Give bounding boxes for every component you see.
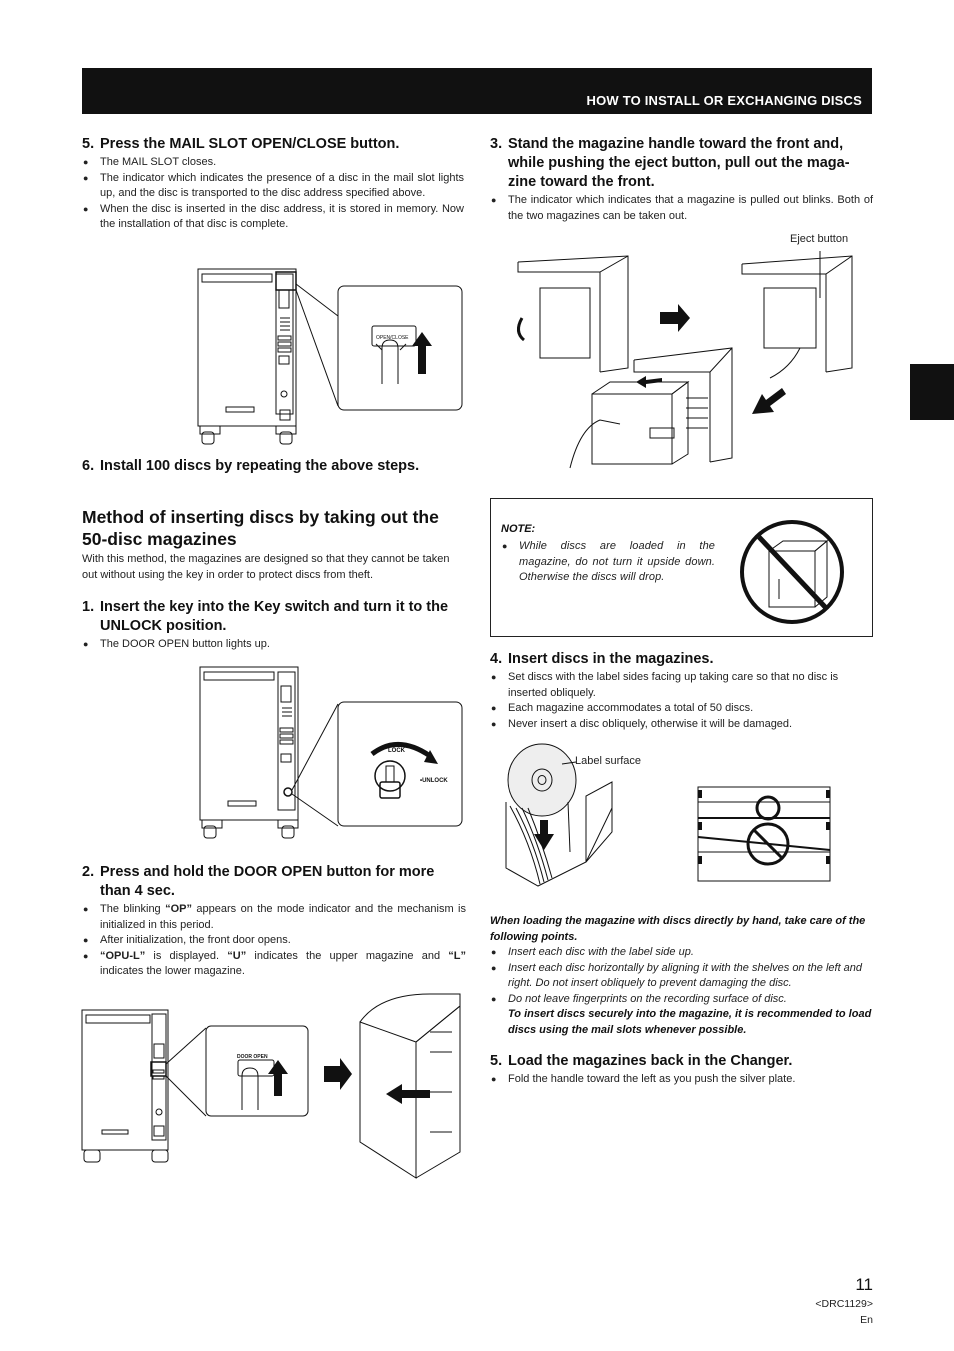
section-heading: Method of inserting discs by taking out the 50-disc magazines <box>82 507 439 549</box>
chapter-tab <box>910 364 954 420</box>
step-5-load-back <box>490 1052 874 1088</box>
language-code: En <box>860 1314 873 1326</box>
note-list <box>501 539 715 586</box>
note-box <box>490 498 873 637</box>
step-1-key-switch <box>82 598 466 653</box>
bullet-list <box>82 902 466 980</box>
list-item: ● Fold the handle toward the left as you push the silver plate. <box>490 1072 874 1088</box>
list-item: ● Each magazine accommodates a total of 50 discs. <box>490 701 873 717</box>
figure-magazine-pullout <box>500 248 860 474</box>
list-item: ● The indicator which indicates the presence of a disc in the mail slot lights up, and the disc is transported to the disc address specified above. <box>82 171 464 202</box>
step-heading: 1. Insert the key into the Key switch and turn it to the UNLOCK position. <box>82 599 449 634</box>
eject-button-label: Eject button <box>790 233 849 245</box>
step-heading: 2. Press and hold the DOOR OPEN button for more than 4 sec. <box>82 864 435 899</box>
document-code: <DRC1129> <box>815 1298 873 1310</box>
section-intro: With this method, the magazines are designed so that they cannot be taken out without using the key in order to protect discs from theft. <box>82 553 450 581</box>
guidelines-heading: When loading the magazine with discs directly by hand, take care of the following points. <box>490 915 866 943</box>
method-section <box>82 506 466 583</box>
step-2-door-open <box>82 863 466 980</box>
list-item: ● The DOOR OPEN button lights up. <box>82 637 466 653</box>
unlock-label: •UNLOCK <box>420 778 448 784</box>
open-close-label: OPEN/CLOSE <box>376 335 409 341</box>
section-title: HOW TO INSTALL OR EXCHANGING DISCS <box>586 93 862 108</box>
note-title: NOTE: <box>501 523 536 535</box>
step-4-insert-discs <box>490 650 873 732</box>
bullet-list <box>490 670 873 732</box>
list-item: ● While discs are loaded in the magazine, do not turn it upside down. Otherwise the discs will drop. <box>501 539 715 586</box>
list-item: ● “OPU-L” is displayed. “U” indicates the upper magazine and “L” indicates the lower magazine. <box>82 949 466 980</box>
prohibited-upside-down-icon <box>739 519 845 625</box>
list-item: ● Set discs with the label sides facing up taking care so that no disc is inserted obliquely. <box>490 670 873 701</box>
figure-key-unlock <box>198 664 466 846</box>
loading-guidelines <box>490 914 874 1038</box>
step-6-repeat <box>82 457 464 476</box>
bullet-list <box>490 945 874 1007</box>
list-item: ● Insert each disc with the label side up. <box>490 945 874 961</box>
door-open-label: DOOR OPEN <box>237 1054 268 1060</box>
bullet-list <box>82 155 464 233</box>
page-number: 11 <box>855 1275 873 1294</box>
list-item: ● Insert each disc horizontally by aligning it with the shelves on the left and right. Do not insert obliquely to prevent damaging the disc. <box>490 961 874 992</box>
bullet-list <box>490 193 873 224</box>
bullet-list <box>490 1072 874 1088</box>
list-item: ● When the disc is inserted in the disc address, it is stored in memory. Now the installation of that disc is complete. <box>82 202 464 233</box>
list-item: ● Do not leave fingerprints on the recording surface of disc. <box>490 992 874 1008</box>
lock-label: LOCK <box>388 748 405 754</box>
step-heading: 5. Press the MAIL SLOT OPEN/CLOSE button. <box>82 136 400 152</box>
section-header-bar <box>82 68 872 114</box>
bullet-list <box>82 637 466 653</box>
list-item: ● The blinking “OP” appears on the mode indicator and the mechanism is initialized in this period. <box>82 902 466 933</box>
step-3-pull-magazine <box>490 135 873 224</box>
guidelines-emphasis: To insert discs securely into the magazine, it is recommended to load discs using the mail slots whenever possible. <box>508 1008 872 1036</box>
figure-disc-insert <box>500 742 835 892</box>
list-item: ● Never insert a disc obliquely, otherwise it will be damaged. <box>490 717 873 733</box>
step-heading: 5. Load the magazines back in the Changer. <box>490 1053 793 1069</box>
step-5-mail-slot <box>82 135 464 233</box>
list-item: ● The indicator which indicates that a magazine is pulled out blinks. Both of the two magazines can be taken out. <box>490 193 873 224</box>
figure-mail-slot-press <box>196 266 466 448</box>
list-item: ● The MAIL SLOT closes. <box>82 155 464 171</box>
step-heading: 6. Install 100 discs by repeating the above steps. <box>82 458 420 474</box>
page-footer <box>800 1274 873 1328</box>
label-surface-label: Label surface <box>575 755 642 767</box>
list-item: ● After initialization, the front door opens. <box>82 933 466 949</box>
figure-door-open <box>80 992 465 1187</box>
step-heading: 3. Stand the magazine handle toward the front and, while pushing the eject button, pull out the maga- zine toward the front. <box>490 136 850 190</box>
step-heading: 4. Insert discs in the magazines. <box>490 651 714 667</box>
shelf-lines <box>686 398 708 428</box>
